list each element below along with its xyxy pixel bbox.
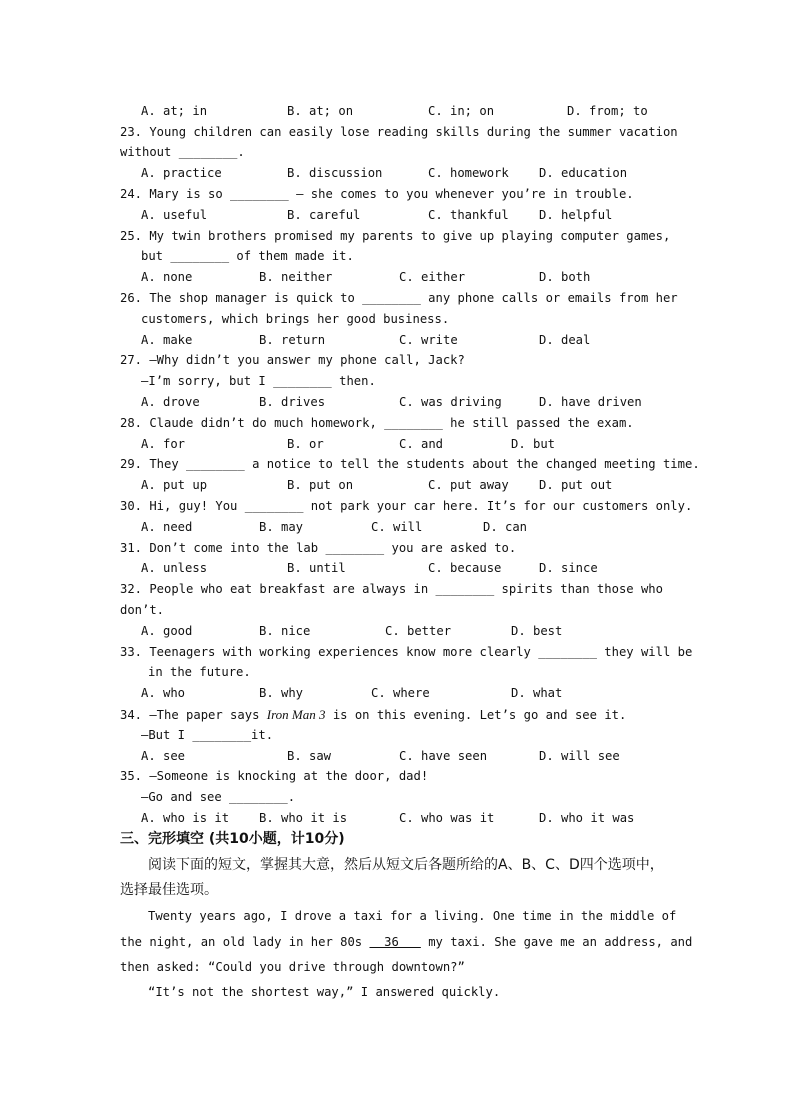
q26-option-c: C. write xyxy=(399,333,458,347)
q30-option-a: A. need xyxy=(141,520,193,534)
q31-stem: 31. Don’t come into the lab ________ you are asked to. xyxy=(120,541,517,555)
q34-option-d: D. will see xyxy=(539,749,620,763)
q32-stem-line2: don’t. xyxy=(120,603,165,617)
q25-option-b: B. neither xyxy=(259,270,333,284)
q30-stem: 30. Hi, guy! You ________ not park your car here. It’s for our customers only. xyxy=(120,499,693,513)
q31-option-d: D. since xyxy=(539,561,598,575)
q25-option-a: A. none xyxy=(141,270,193,284)
q30-option-b: B. may xyxy=(259,520,304,534)
q35-stem-line2: —Go and see ________. xyxy=(141,790,296,804)
q26-stem-line1: 26. The shop manager is quick to ________ any phone calls or emails from her xyxy=(120,291,678,305)
q35-option-d: D. who it was xyxy=(539,811,635,825)
q30-option-d: D. can xyxy=(483,520,528,534)
q34-stem-line1 xyxy=(120,707,626,723)
q23-option-a: A. practice xyxy=(141,166,222,180)
q25-stem-line2: but ________ of them made it. xyxy=(141,249,354,263)
q33-option-a: A. who xyxy=(141,686,186,700)
q34-option-a: A. see xyxy=(141,749,186,763)
q32-stem-line1: 32. People who eat breakfast are always in ________ spirits than those who xyxy=(120,582,663,596)
q28-stem: 28. Claude didn’t do much homework, ________ he still passed the exam. xyxy=(120,416,634,430)
q33-option-d: D. what xyxy=(511,686,563,700)
q25-option-c: C. either xyxy=(399,270,466,284)
q22-option-d: D. from; to xyxy=(567,104,648,118)
q28-option-c: C. and xyxy=(399,437,444,451)
q29-option-c: C. put away xyxy=(428,478,509,492)
q35-option-a: A. who is it xyxy=(141,811,230,825)
q28-option-d: D. but xyxy=(511,437,556,451)
q33-stem-line2: in the future. xyxy=(148,665,251,679)
q27-stem-line1: 27. —Why didn’t you answer my phone call, Jack? xyxy=(120,353,465,367)
section-heading: 三、完形填空 (共10小题，计10分) xyxy=(120,831,345,847)
q23-stem-line1: 23. Young children can easily lose reading skills during the summer vacation xyxy=(120,125,678,139)
q24-option-c: C. thankful xyxy=(428,208,509,222)
passage-line2-end: my taxi. She gave me an address, and xyxy=(420,935,693,949)
q34-option-b: B. saw xyxy=(287,749,332,763)
q25-option-d: D. both xyxy=(539,270,591,284)
passage-line4: “It’s not the shortest way,” I answered quickly. xyxy=(148,985,501,999)
q26-option-b: B. return xyxy=(259,333,326,347)
q28-option-a: A. for xyxy=(141,437,186,451)
q33-stem-line1: 33. Teenagers with working experiences know more clearly ________ they will be xyxy=(120,645,693,659)
q29-option-b: B. put on xyxy=(287,478,354,492)
q27-option-b: B. drives xyxy=(259,395,326,409)
q31-option-b: B. until xyxy=(287,561,346,575)
q26-stem-line2: customers, which brings her good business. xyxy=(141,312,450,326)
q23-option-c: C. homework xyxy=(428,166,509,180)
q30-option-c: C. will xyxy=(371,520,423,534)
passage-line2-start: the night, an old lady in her 80s xyxy=(120,935,370,949)
q32-option-c: C. better xyxy=(385,624,452,638)
q34-option-c: C. have seen xyxy=(399,749,488,763)
q32-option-b: B. nice xyxy=(259,624,311,638)
cloze-blank-36: 36 xyxy=(369,935,421,949)
passage-line1: Twenty years ago, I drove a taxi for a living. One time in the middle of xyxy=(148,909,677,923)
passage-line3: then asked: “Could you drive through downtown?” xyxy=(120,960,465,974)
q24-option-a: A. useful xyxy=(141,208,208,222)
q33-option-c: C. where xyxy=(371,686,430,700)
q27-option-c: C. was driving xyxy=(399,395,502,409)
q31-option-c: C. because xyxy=(428,561,502,575)
q34-stem-end: is on this evening. Let’s go and see it. xyxy=(325,708,627,722)
q25-stem-line1: 25. My twin brothers promised my parents to give up playing computer games, xyxy=(120,229,671,243)
q27-stem-line2: —I’m sorry, but I ________ then. xyxy=(141,374,376,388)
q26-option-a: A. make xyxy=(141,333,193,347)
q23-stem-line2: without ________. xyxy=(120,145,245,159)
q35-option-c: C. who was it xyxy=(399,811,495,825)
q24-option-d: D. helpful xyxy=(539,208,613,222)
q31-option-a: A. unless xyxy=(141,561,208,575)
q29-option-d: D. put out xyxy=(539,478,613,492)
q23-option-b: B. discussion xyxy=(287,166,383,180)
q22-option-b: B. at; on xyxy=(287,104,354,118)
q29-stem: 29. They ________ a notice to tell the students about the changed meeting time. xyxy=(120,457,700,471)
q34-movie-title: Iron Man 3 xyxy=(266,707,326,722)
q35-option-b: B. who it is xyxy=(259,811,348,825)
section-instruction-line2: 选择最佳选项。 xyxy=(120,882,218,898)
section-instruction-line1: 阅读下面的短文，掌握其大意，然后从短文后各题所给的A、B、C、D四个选项中， xyxy=(148,857,664,873)
q23-option-d: D. education xyxy=(539,166,628,180)
q32-option-d: D. best xyxy=(511,624,563,638)
q24-stem: 24. Mary is so ________ — she comes to you whenever you’re in trouble. xyxy=(120,187,634,201)
q22-option-c: C. in; on xyxy=(428,104,495,118)
q32-option-a: A. good xyxy=(141,624,193,638)
q28-option-b: B. or xyxy=(287,437,324,451)
q24-option-b: B. careful xyxy=(287,208,361,222)
q34-stem-start: 34. —The paper says xyxy=(120,708,267,722)
q27-option-d: D. have driven xyxy=(539,395,642,409)
q27-option-a: A. drove xyxy=(141,395,200,409)
q26-option-d: D. deal xyxy=(539,333,591,347)
q29-option-a: A. put up xyxy=(141,478,208,492)
q22-option-a: A. at; in xyxy=(141,104,208,118)
passage-line2 xyxy=(120,935,692,950)
q34-stem-line2: —But I ________it. xyxy=(141,728,274,742)
q35-stem-line1: 35. —Someone is knocking at the door, dad! xyxy=(120,769,429,783)
q33-option-b: B. why xyxy=(259,686,304,700)
